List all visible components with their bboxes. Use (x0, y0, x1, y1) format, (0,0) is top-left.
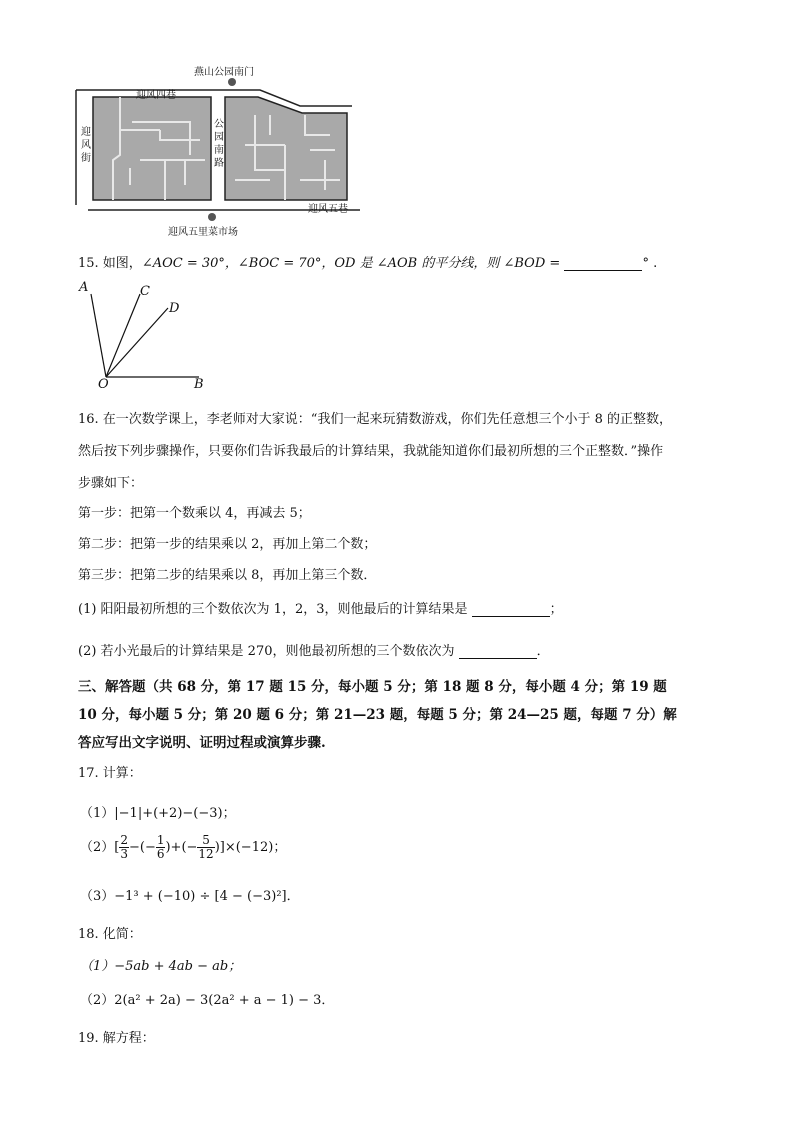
street-map-figure (70, 60, 370, 240)
q17-p2-minus: −(− (128, 840, 156, 855)
q16-step-3: 第三步：把第二步的结果乘以 8，再加上第三个数． (78, 568, 377, 583)
q15-question: OD 是 ∠AOB 的平分线，则 ∠BOD = (334, 256, 561, 271)
q15-prefix: 15. 如图， (78, 256, 142, 271)
map-label-street-west: 迎风街 (81, 127, 91, 164)
q19-title: 19. 解方程： (78, 1031, 155, 1046)
q17-part-2 (80, 834, 286, 861)
q16-sub-2-end: ． (536, 644, 550, 659)
fraction-denominator: 6 (156, 847, 165, 861)
point-d-label: D (169, 301, 180, 316)
fraction-numerator: 1 (156, 833, 165, 847)
q17-p2-open: （2）[ (80, 840, 120, 855)
map-label-alley5: 迎风五巷 (308, 204, 348, 215)
point-c-label: C (140, 284, 150, 299)
fraction-numerator: 5 (197, 834, 214, 848)
map-label-market: 迎风五里菜市场 (168, 227, 238, 238)
section-3-line-1: 三、解答题（共 68 分，第 17 题 15 分，每小题 5 分；第 18 题 8 分，每小题 4 分；第 19 题 (78, 679, 667, 695)
q17-part-1: （1）|−1|+(+2)−(−3)； (80, 806, 236, 821)
market-marker (208, 213, 216, 221)
q15-answer-blank[interactable] (564, 258, 642, 271)
q16-sub-2-blank[interactable] (459, 646, 537, 659)
fraction-denominator: 3 (120, 847, 128, 861)
q16-sub-2 (78, 640, 550, 659)
q17-p2-plus: )+(− (165, 840, 198, 855)
section-3-line-2: 10 分，每小题 5 分；第 20 题 6 分；第 21—23 题，每题 5 分；第 24—25 题，每题 7 分）解 (78, 707, 677, 723)
point-o-label: O (98, 377, 109, 392)
angle-figure (76, 280, 216, 395)
north-gate-marker (228, 78, 236, 86)
q17-p2-close: )]×(−12)； (214, 840, 287, 855)
map-label-north-gate: 燕山公园南门 (194, 67, 254, 78)
q16-line-3: 步骤如下： (78, 476, 144, 491)
q16-sub-1-end: ； (549, 602, 563, 617)
fraction-numerator: 2 (120, 833, 128, 847)
q16-sub-1-text: (1) 阳阳最初所想的三个数依次为 1，2，3，则他最后的计算结果是 (78, 602, 468, 617)
question-15 (78, 252, 657, 271)
map-label-road-central: 公园南路 (214, 119, 224, 169)
q18-part-1: （1）−5ab + 4ab − ab； (80, 959, 242, 974)
section-3-line-3: 答应写出文字说明、证明过程或演算步骤. (78, 735, 326, 751)
fraction-2-3 (119, 834, 129, 861)
q15-condition: ∠AOC = 30°，∠BOC = 70°， (141, 256, 335, 271)
q16-sub-1 (78, 598, 563, 617)
fraction-denominator: 12 (198, 847, 214, 861)
q16-step-1: 第一步：把第一个数乘以 4，再减去 5； (78, 506, 311, 521)
ray-od (106, 308, 168, 377)
q18-part-2: （2）2(a² + 2a) − 3(2a² + a − 1) − 3． (80, 993, 335, 1008)
q17-title: 17. 计算： (78, 766, 142, 781)
point-a-label: A (79, 280, 89, 295)
q18-title: 18. 化简： (78, 927, 142, 942)
map-label-alley4: 迎风四巷 (136, 90, 176, 101)
q16-sub-1-blank[interactable] (472, 604, 550, 617)
q16-step-2: 第二步：把第一步的结果乘以 2，再加上第二个数； (78, 537, 377, 552)
q15-suffix: ° . (642, 256, 658, 271)
point-b-label: B (194, 377, 204, 392)
q17-part-3: （3）−1³ + (−10) ÷ [4 − (−3)²]． (80, 889, 300, 904)
q16-line-2: 然后按下列步骤操作，只要你们告诉我最后的计算结果，我就能知道你们最初所想的三个正整数．”操作 (78, 444, 664, 459)
fraction-5-12 (197, 834, 214, 861)
q16-sub-2-text: (2) 若小光最后的计算结果是 270，则他最初所想的三个数依次为 (78, 644, 455, 659)
ray-oa (91, 294, 106, 377)
q16-line-1: 16. 在一次数学课上，李老师对大家说：“我们一起来玩猜数游戏，你们先任意想三个小于 8 的正整数， (78, 412, 672, 427)
ray-oc (106, 294, 140, 377)
